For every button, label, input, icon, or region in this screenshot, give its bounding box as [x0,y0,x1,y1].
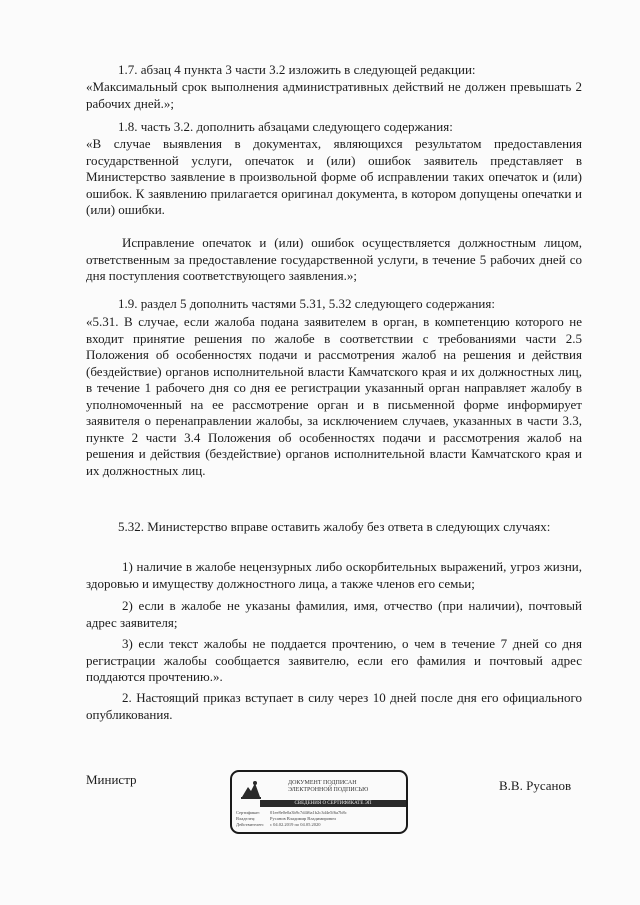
paragraph-correction: Исправление опечаток и (или) ошибок осуществляется должностным лицом, ответственным за предоставление государственной услуги, в течение 5 рабочих дней со дня поступления соответствующего заявления.»; [86,235,582,283]
paragraph-5-32: 5.32. Министерство вправе оставить жалобу без ответа в следующих случаях: [118,519,551,534]
paragraph-1-7-text: «Максимальный срок выполнения административных действий не должен превышать 2 рабочих дней.»; [86,79,582,111]
paragraph-case-2: 2) если в жалобе не указаны фамилия, имя, отчество (при наличии), почтовый адрес заявителя; [86,598,582,630]
signatory-name: В.В. Русанов [499,778,572,793]
paragraph-2: 2. Настоящий приказ вступает в силу через 10 дней после дня его официального опубликования. [86,690,582,722]
emblem-icon [240,778,262,800]
paragraph-5-31: «5.31. В случае, если жалоба подана заявителем в орган, в компетенцию которого не входит принятие решения по жалобе в соответствии с требованиями части 2.5 Положения об особенностях подачи и рассмотрения жалоб на решения и действия (бездействие) органов исполнительной власти Камчатского края и их должностных лиц, в течение 1 рабочего дня со дня ее регистрации указанный орган направляет жалобу в уполномоченный на ее рассмотрение орган и в письменной форме информирует заявителя о перенаправлении жалобы, за исключением случаев, указанных в части 3.3, пункте 2 части 3.4 Положения об особенностях подачи и рассмотрения жалоб на решения и действия (бездействие) органов исполнительной власти Камчатского края и их должностных лиц. [86,314,582,478]
paragraph-1-8: 1.8. часть 3.2. дополнить абзацами следующего содержания: [118,119,453,134]
electronic-signature-stamp [230,770,408,834]
stamp-row: Действителен: с 04.02.2019 по 04.05.2020 [236,822,321,827]
stamp-line-2: ЭЛЕКТРОННОЙ ПОДПИСЬЮ [288,787,369,793]
paragraph-1-9: 1.9. раздел 5 дополнить частями 5.31, 5.32 следующего содержания: [118,296,495,311]
paragraph-1-8-text: «В случае выявления в документах, являющихся результатом предоставления государственной услуги, опечаток и (или) ошибок заявитель представляет в Министерство заявление в произвольной форме об исправлении таких опечаток и (или) ошибок. К заявлению прилагается оригинал документа, в котором допущены опечатки и (или) ошибки. [86,136,582,217]
paragraph-case-3: 3) если текст жалобы не поддается прочтению, о чем в течение 7 дней со дня регистрации жалобы сообщается заявителю, если его фамилия и почтовый адрес поддаются прочтению.». [86,636,582,684]
signatory-title: Министр [86,772,137,787]
paragraph-case-1: 1) наличие в жалобе нецензурных либо оскорбительных выражений, угроз жизни, здоровью и имуществу должностного лица, а также членов его семьи; [86,559,582,591]
stamp-certificate-bar: СВЕДЕНИЯ О СЕРТИФИКАТЕ ЭП [260,800,406,807]
stamp-row: Владелец: Русанов Владимир Владимирович [236,816,336,821]
stamp-row: Сертификат: 01ee8e0e0a3b9c7d4f6a1b2c3d4e5f6a7b8c [236,810,347,815]
stamp-line-1: ДОКУМЕНТ ПОДПИСАН [288,780,357,786]
paragraph-1-7: 1.7. абзац 4 пункта 3 части 3.2 изложить в следующей редакции: [118,62,476,77]
